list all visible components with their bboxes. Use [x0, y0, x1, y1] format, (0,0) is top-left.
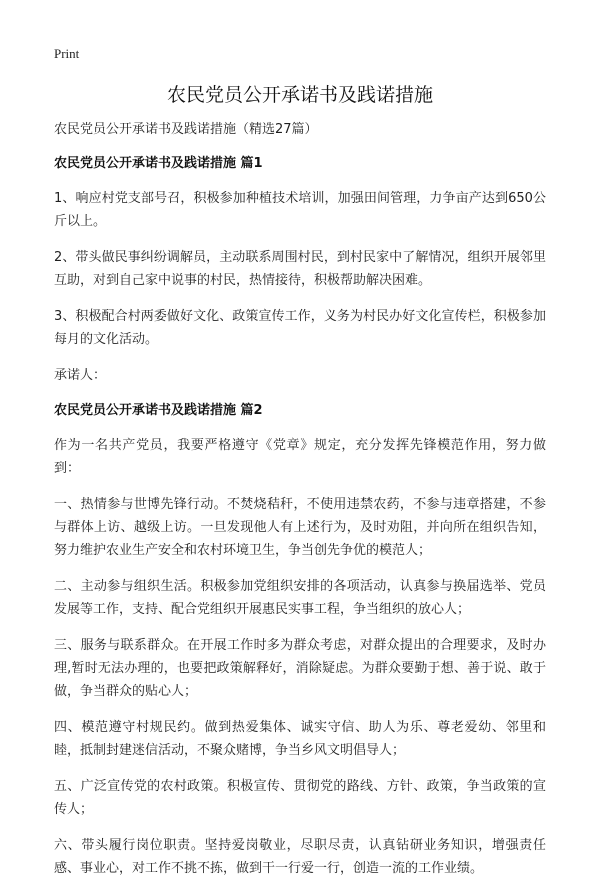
pledge-item: 四、模范遵守村规民约。做到热爱集体、诚实守信、助人为乐、尊老爱幼、邻里和睦，抵制封建迷信活动，不聚众赌博，争当乡风文明倡导人；	[54, 720, 546, 758]
print-label[interactable]: Print	[54, 46, 80, 61]
pledge-item: 六、带头履行岗位职责。坚持爱岗敬业，尽职尽责，认真钻研业务知识，增强责任感、事业心，对工作不挑不拣，做到干一行爱一行，创造一流的工作业绩。	[54, 838, 546, 876]
pledge-item: 一、热情参与世博先锋行动。不焚烧秸秆，不使用违禁农药，不参与违章搭建，不参与群体上访、越级上访。一旦发现他人有上述行为，及时劝阻，并向所在组织告知，努力维护农业生产安全和农村环境卫生，争当创先争优的模范人；	[54, 497, 546, 558]
pledge-item: 二、主动参与组织生活。积极参加党组织安排的各项活动，认真参与换届选举、党员发展等工作，支持、配合党组织开展惠民实事工程，争当组织的放心人；	[54, 579, 546, 617]
pledge-item: 1、响应村党支部号召，积极参加种植技术培训，加强田间管理，力争亩产达到650公斤以上。	[54, 191, 546, 229]
document-title: 农民党员公开承诺书及践诺措施	[166, 84, 433, 106]
pledge-item: 2、带头做民事纠纷调解员，主动联系周围村民，到村民家中了解情况，组织开展邻里互助，对到自己家中说事的村民，热情接待，积极帮助解决困难。	[54, 250, 546, 288]
signer-label: 承诺人：	[54, 368, 107, 383]
document-subtitle: 农民党员公开承诺书及践诺措施（精选27篇）	[54, 122, 318, 137]
section-heading-2: 农民党员公开承诺书及践诺措施 篇2	[54, 403, 263, 418]
pledge-item: 三、服务与联系群众。在开展工作时多为群众考虑，对群众提出的合理要求，及时办理,暂时无法办理的，也要把政策解释好，消除疑虑。为群众要勤于想、善于说、敢于做，争当群众的贴心人；	[54, 638, 546, 699]
document-body	[54, 118, 546, 893]
pledge-item: 3、积极配合村两委做好文化、政策宣传工作，义务为村民办好文化宣传栏，积极参加每月的文化活动。	[54, 309, 546, 347]
section-intro: 作为一名共产党员，我要严格遵守《党章》规定，充分发挥先锋模范作用，努力做到：	[54, 438, 546, 476]
pledge-item: 五、广泛宣传党的农村政策。积极宣传、贯彻党的路线、方针、政策，争当政策的宣传人；	[54, 779, 546, 817]
section-heading-1: 农民党员公开承诺书及践诺措施 篇1	[54, 156, 263, 171]
